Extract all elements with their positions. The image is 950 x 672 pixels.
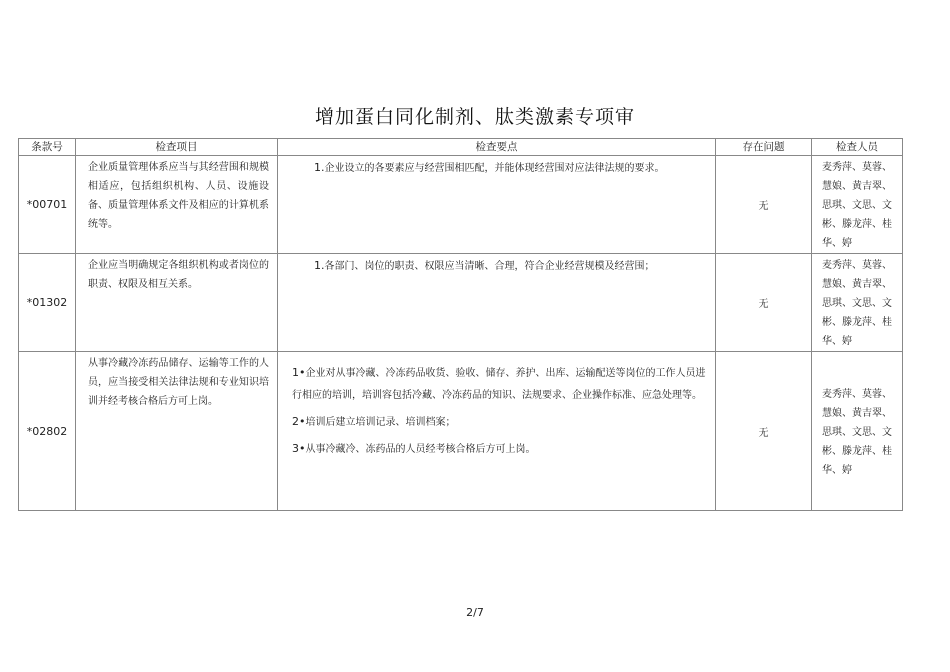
document-title: 增加蛋白同化制剂、肽类激素专项审 [314,106,635,128]
header-points: 检查要点 [278,139,716,156]
point-number: 1. [314,259,325,272]
clause-code: *01302 [19,254,76,352]
check-points [278,352,716,511]
check-item: 从事冷藏冷冻药品储存、运输等工作的人员，应当接受相关法律法规和专业知识培训并经考核合格后方可上岗。 [76,352,278,511]
clause-code: *02802 [19,352,76,511]
header-item: 检查项目 [76,139,278,156]
point-number: 1. [314,161,325,174]
inspectors-cell: 麦秀萍、莫蓉、慧娘、黄吉翠、思琪、文思、文彬、滕龙萍、桂华、婷 [812,156,903,254]
inspectors-cell: 麦秀萍、莫蓉、慧娘、黄吉翠、思琪、文思、文彬、滕龙萍、桂华、婷 [812,352,903,511]
issue-cell: 无 [716,352,812,511]
header-code: 条款号 [19,139,76,156]
point-number: 1• [292,366,306,379]
clause-code: *00701 [19,156,76,254]
check-item: 企业质量管理体系应当与其经营围和规模相适应，包括组织机构、人员、设施设备、质量管理体系文件及相应的计算机系统等。 [76,156,278,254]
point-text: 企业对从事冷藏、冷冻药品收货、验收、储存、养护、出库、运输配送等岗位的工作人员进行相应的培训，培训容包括冷藏、冷冻药品的知识、法规要求、企业操作标准、应急处理等。 [292,368,706,401]
point-number: 2• [292,415,306,428]
table-row [19,156,903,254]
audit-table [18,138,903,511]
page-number: 2/7 [466,606,484,619]
table-row [19,352,903,511]
point-text: 企业设立的各要素应与经营围相匹配，并能体现经营围对应法律法规的要求。 [324,163,665,174]
check-points [278,156,716,254]
check-item: 企业应当明确规定各组织机构或者岗位的职责、权限及相互关系。 [76,254,278,352]
point-text: 从事冷藏冷、冻药品的人员经考核合格后方可上岗。 [305,444,536,455]
inspectors-cell: 麦秀萍、莫蓉、慧娘、黄吉翠、思琪、文思、文彬、滕龙萍、桂华、婷 [812,254,903,352]
check-points [278,254,716,352]
point-number: 3• [292,442,306,455]
point-text: 培训后建立培训记录、培训档案； [305,417,456,428]
point-text: 各部门、岗位的职责、权限应当清晰、合理，符合企业经营规模及经营围； [324,261,655,272]
header-issue: 存在问题 [716,139,812,156]
header-staff: 检查人员 [812,139,903,156]
table-header-row [19,139,903,156]
issue-cell: 无 [716,156,812,254]
table-row [19,254,903,352]
issue-cell: 无 [716,254,812,352]
